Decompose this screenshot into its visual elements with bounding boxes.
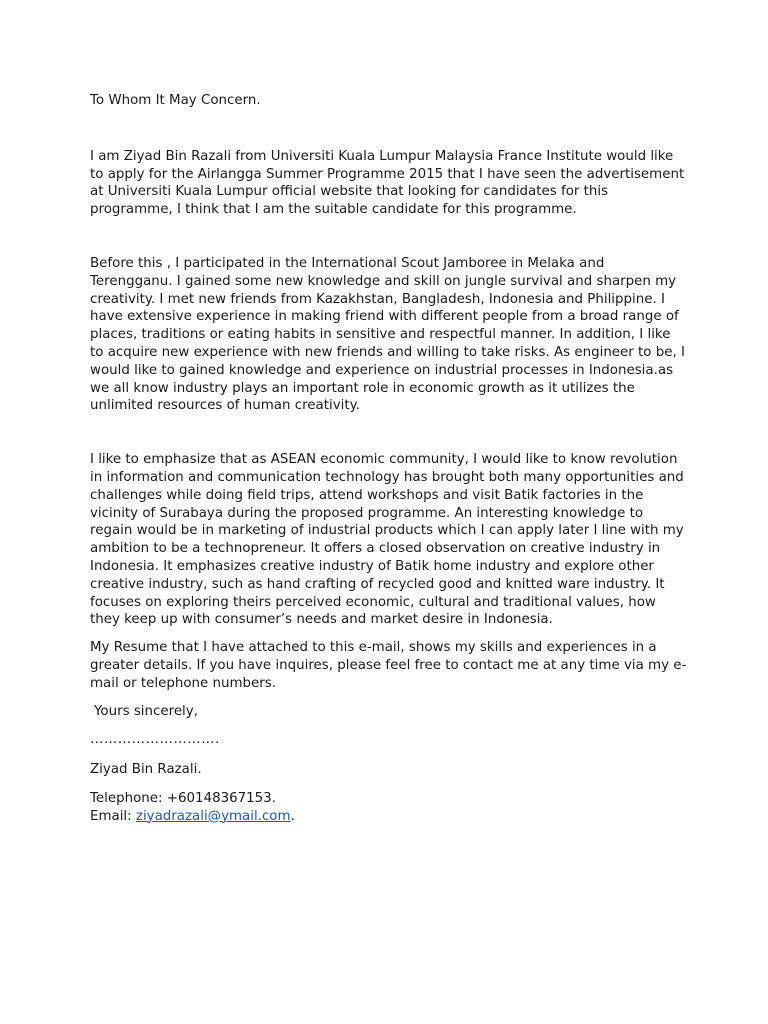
email-link[interactable]: ziyadrazali@ymail.com: [135, 808, 291, 824]
closing: Yours sincerely,: [94, 703, 198, 719]
paragraph-motivation: I like to emphasize that as ASEAN economic community, I would like to know revolution in information and communication technology has brought both many opportunities and challenges while doing field trips, attend workshops and visit Batik factories in the vicinity of Surabaya during the proposed programme. An interesting knowledge to regain would be in marketing of industrial products which I can apply later I line with my ambition to be a technopreneur. It offers a closed observation on creative industry in Indonesia. It emphasizes creative industry of Batik home industry and explore other creative industry, such as hand crafting of recycled good and knitted ware industry. It focuses on exploring theirs perceived economic, cultural and traditional values, how they keep up with consumer’s needs and market desire in Indonesia.: [90, 452, 684, 628]
email-label: Email:: [90, 808, 136, 824]
signature-line: ……………………….: [90, 732, 220, 748]
email-line: [90, 808, 688, 826]
paragraph-introduction: I am Ziyad Bin Razali from Universiti Kuala Lumpur Malaysia France Institute would like to apply for the Airlangga Summer Programme 2015 that I have seen the advertisement at Universiti Kuala Lumpur official website that looking for candidates for this programme, I think that I am the suitable candidate for this programme.: [90, 148, 685, 218]
telephone-line: Telephone: +60148367153.: [90, 790, 276, 806]
paragraph-resume: My Resume that I have attached to this e-mail, shows my skills and experiences in a greater details. If you have inquires, please feel free to contact me at any time via my e-mail or telephone numbers.: [90, 640, 687, 691]
sender-name: Ziyad Bin Razali.: [90, 762, 202, 778]
email-suffix: .: [290, 808, 295, 824]
salutation: To Whom It May Concern.: [90, 93, 261, 108]
paragraph-experience: Before this , I participated in the International Scout Jamboree in Melaka and Terengganu. I gained some new knowledge and skill on jungle survival and sharpen my creativity. I met new friends from Kazakhstan, Bangladesh, Indonesia and Philippine. I have extensive experience in making friend with different people from a broad range of places, traditions or eating habits in sensitive and respectful manner. In addition, I like to acquire new experience with new friends and willing to take risks. As engineer to be, I would like to gained knowledge and experience on industrial processes in Indonesia.as we all know industry plays an important role in economic growth as it utilizes the unlimited resources of human creativity.: [90, 255, 685, 414]
